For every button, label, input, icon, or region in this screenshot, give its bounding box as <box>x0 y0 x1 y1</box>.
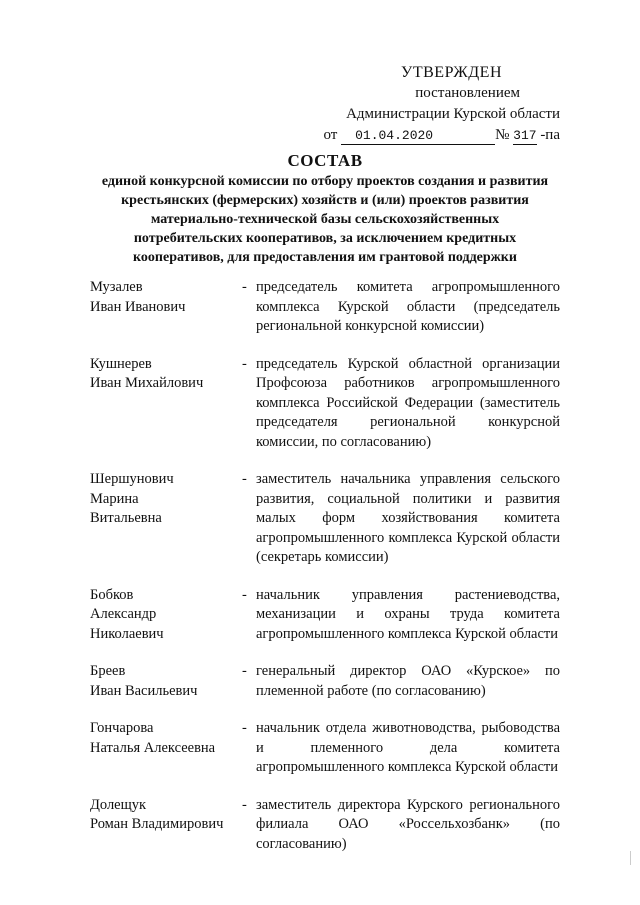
name-line: Марина <box>90 490 139 507</box>
member-row <box>90 586 560 645</box>
member-name <box>90 662 242 701</box>
approval-stamp <box>310 62 560 146</box>
number-prefix: № <box>495 127 510 143</box>
name-line: Иван Михайлович <box>90 375 204 391</box>
approval-date-row <box>310 125 560 146</box>
member-role: заместитель директора Курского регионального филиала ОАО «Россельхозбанк» (по согласованию) <box>256 796 560 852</box>
separator-dash: - <box>242 355 247 372</box>
number-suffix: -па <box>540 127 560 143</box>
approval-authority: Администрации Курской области <box>346 106 560 122</box>
member-name <box>90 355 242 453</box>
name-line: Николаевич <box>90 625 164 642</box>
subtitle-line: кооперативов, для предоставления им грантовой поддержки <box>133 250 517 265</box>
date-prefix: от <box>323 127 338 143</box>
name-line: Долещук <box>90 796 147 813</box>
member-name <box>90 586 242 645</box>
separator-dash: - <box>242 586 247 603</box>
member-row <box>90 355 560 453</box>
member-name <box>90 796 242 855</box>
name-line: Бреев <box>90 663 126 679</box>
member-role: начальник управления растениеводства, механизации и охраны труда комитета агропромышленного комплекса Курской области <box>256 586 560 642</box>
subtitle-line: единой конкурсной комиссии по отбору проектов создания и развития <box>101 174 549 189</box>
document-title: СОСТАВ <box>287 151 363 170</box>
approval-date: 01.04.2020 <box>341 128 495 145</box>
member-role: председатель комитета агропромышленного комплекса Курской области (председатель региональной конкурсной комиссии) <box>256 279 560 334</box>
name-line: Кушнерев <box>90 355 152 372</box>
separator-dash: - <box>242 720 247 736</box>
approval-resolution-label: постановлением <box>415 85 520 101</box>
name-line: Музалев <box>90 279 143 295</box>
name-line: Роман Владимирович <box>90 816 224 832</box>
member-row <box>90 719 560 778</box>
scan-edge-mark <box>630 851 634 865</box>
title-block <box>70 150 580 267</box>
document-subtitle <box>70 172 580 267</box>
name-line: Иван Васильевич <box>90 682 198 699</box>
name-line: Гончарова <box>90 720 154 736</box>
member-row <box>90 470 560 568</box>
name-line: Витальевна <box>90 510 162 526</box>
approval-heading: УТВЕРЖДЕН <box>401 64 502 81</box>
name-line: Иван Иванович <box>90 298 186 315</box>
name-line: Шершунович <box>90 471 174 487</box>
member-row <box>90 662 560 701</box>
separator-dash: - <box>242 279 247 295</box>
name-line: Наталья Алексеевна <box>90 739 216 756</box>
member-name <box>90 278 242 337</box>
member-role: генеральный директор ОАО «Курское» по племенной работе (по согласованию) <box>256 663 560 699</box>
name-line: Александр <box>90 606 157 622</box>
member-role: заместитель начальника управления сельского развития, социальной политики и развития малых форм хозяйствования комитета агропромышленного комплекса Курской области (секретарь комиссии) <box>256 471 560 565</box>
member-list <box>90 278 560 872</box>
approval-number: 317 <box>513 128 537 143</box>
subtitle-line: потребительских кооперативов, за исключением кредитных <box>133 231 517 246</box>
member-name <box>90 719 242 778</box>
subtitle-line: материально-технической базы сельскохозяйственных <box>150 212 500 227</box>
subtitle-line: крестьянских (фермерских) хозяйств и (или) проектов развития <box>121 193 529 208</box>
member-role: начальник отдела животноводства, рыбоводства и племенного дела комитета агропромышленного комплекса Курской области <box>256 720 560 775</box>
member-role: председатель Курской областной организации Профсоюза работников агропромышленного комплекса Российской Федерации (заместитель председателя региональной конкурсной комиссии, по согласованию) <box>256 355 560 450</box>
separator-dash: - <box>242 663 247 679</box>
member-name <box>90 470 242 568</box>
separator-dash: - <box>242 471 247 487</box>
member-row <box>90 796 560 855</box>
member-row <box>90 278 560 337</box>
name-line: Бобков <box>90 586 134 603</box>
separator-dash: - <box>242 796 247 813</box>
